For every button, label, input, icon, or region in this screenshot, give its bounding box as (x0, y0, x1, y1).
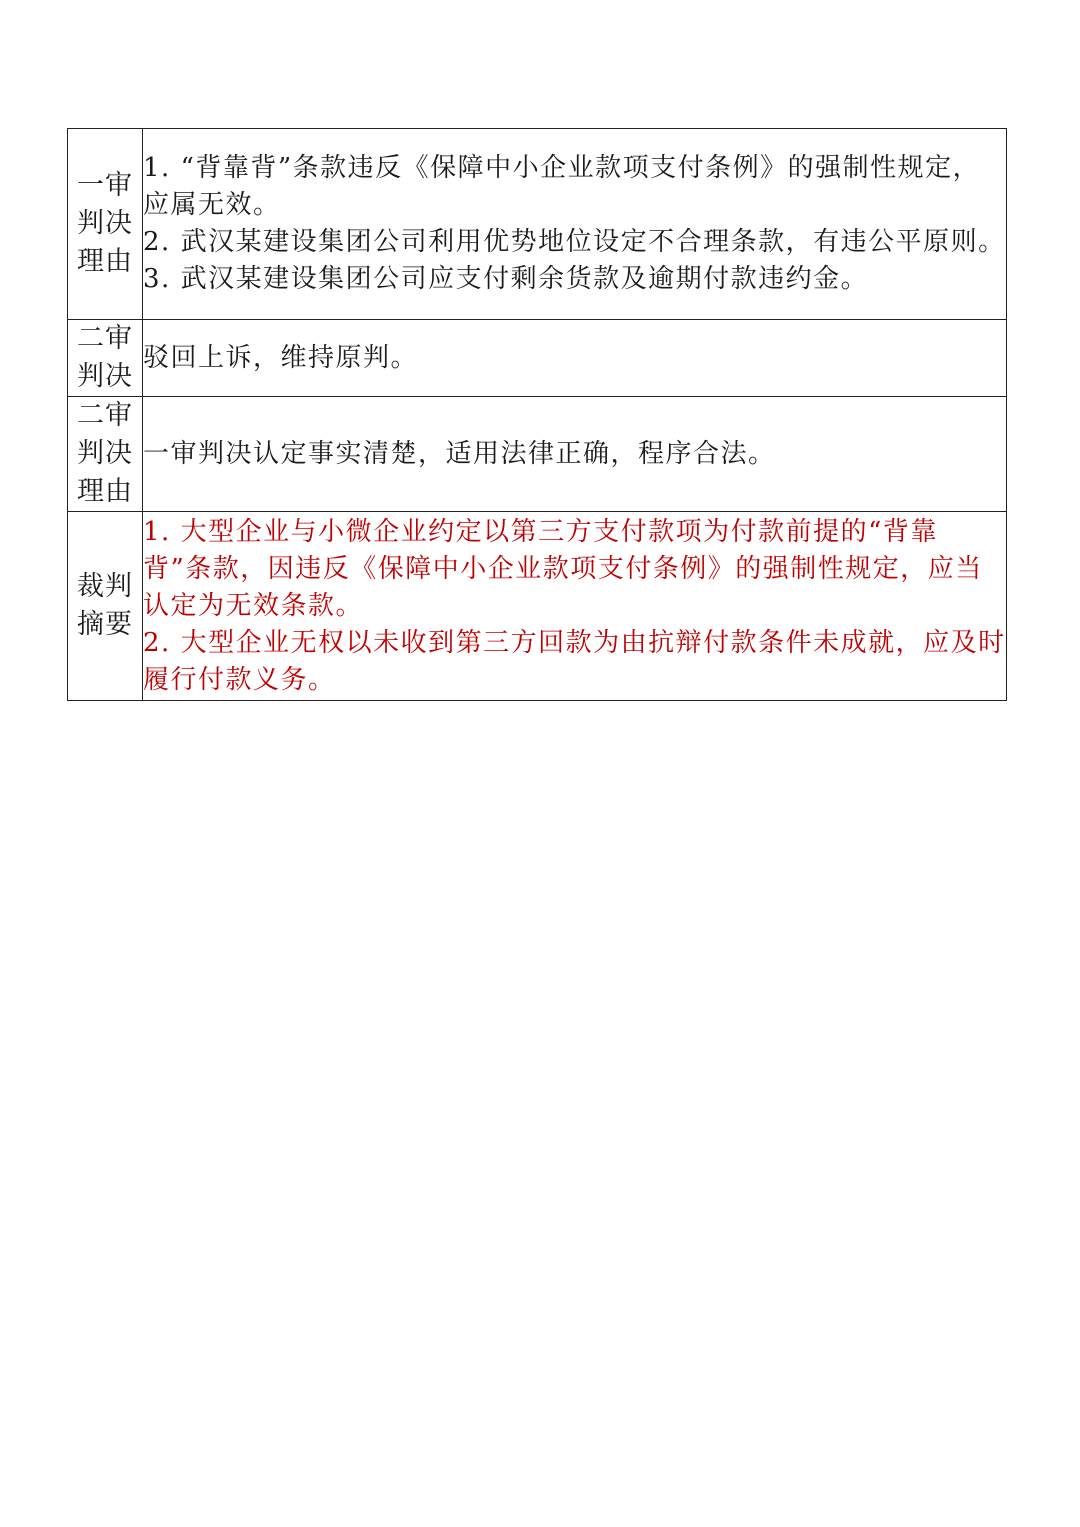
content-item: 1. 大型企业与小微企业约定以第三方支付款项为付款前提的“背靠背”条款，因违反《保障中小企业款项支付条例》的强制性规定，应当认定为无效条款。 (143, 516, 983, 621)
content-item: 驳回上诉，维持原判。 (143, 342, 419, 373)
content-item: 2. 武汉某建设集团公司利用优势地位设定不合理条款，有违公平原则。 (143, 227, 1006, 257)
label-line: 摘要 (77, 609, 133, 640)
row-label (68, 512, 143, 701)
label-line: 判决 (77, 361, 133, 392)
row-label (68, 397, 143, 512)
judgment-table (67, 128, 1007, 701)
label-line: 判决 (77, 208, 133, 239)
content-item: 3. 武汉某建设集团公司应支付剩余货款及逾期付款违约金。 (143, 264, 869, 294)
content-item: 2. 大型企业无权以未收到第三方回款为由抗辩付款条件未成就，应及时履行付款义务。 (143, 627, 1006, 695)
row-content (143, 397, 1007, 512)
content-item: 1. “背靠背”条款违反《保障中小企业款项支付条例》的强制性规定，应属无效。 (143, 153, 981, 220)
table-row-second-instance-judgment (68, 320, 1007, 397)
label-line: 二审 (77, 400, 133, 431)
row-content (143, 320, 1007, 397)
label-line: 理由 (77, 246, 133, 277)
label-line: 二审 (77, 323, 133, 354)
label-line: 理由 (77, 476, 133, 507)
table-row-second-instance-reason (68, 397, 1007, 512)
row-label (68, 129, 143, 320)
table-row-first-instance-reason (68, 129, 1007, 320)
label-line: 一审 (77, 170, 133, 201)
row-label (68, 320, 143, 397)
table-row-judgment-summary (68, 512, 1007, 701)
row-content (143, 129, 1007, 320)
label-line: 裁判 (77, 571, 133, 602)
row-content-summary (143, 512, 1007, 701)
content-item: 一审判决认定事实清楚，适用法律正确，程序合法。 (143, 438, 776, 469)
label-line: 判决 (77, 438, 133, 469)
